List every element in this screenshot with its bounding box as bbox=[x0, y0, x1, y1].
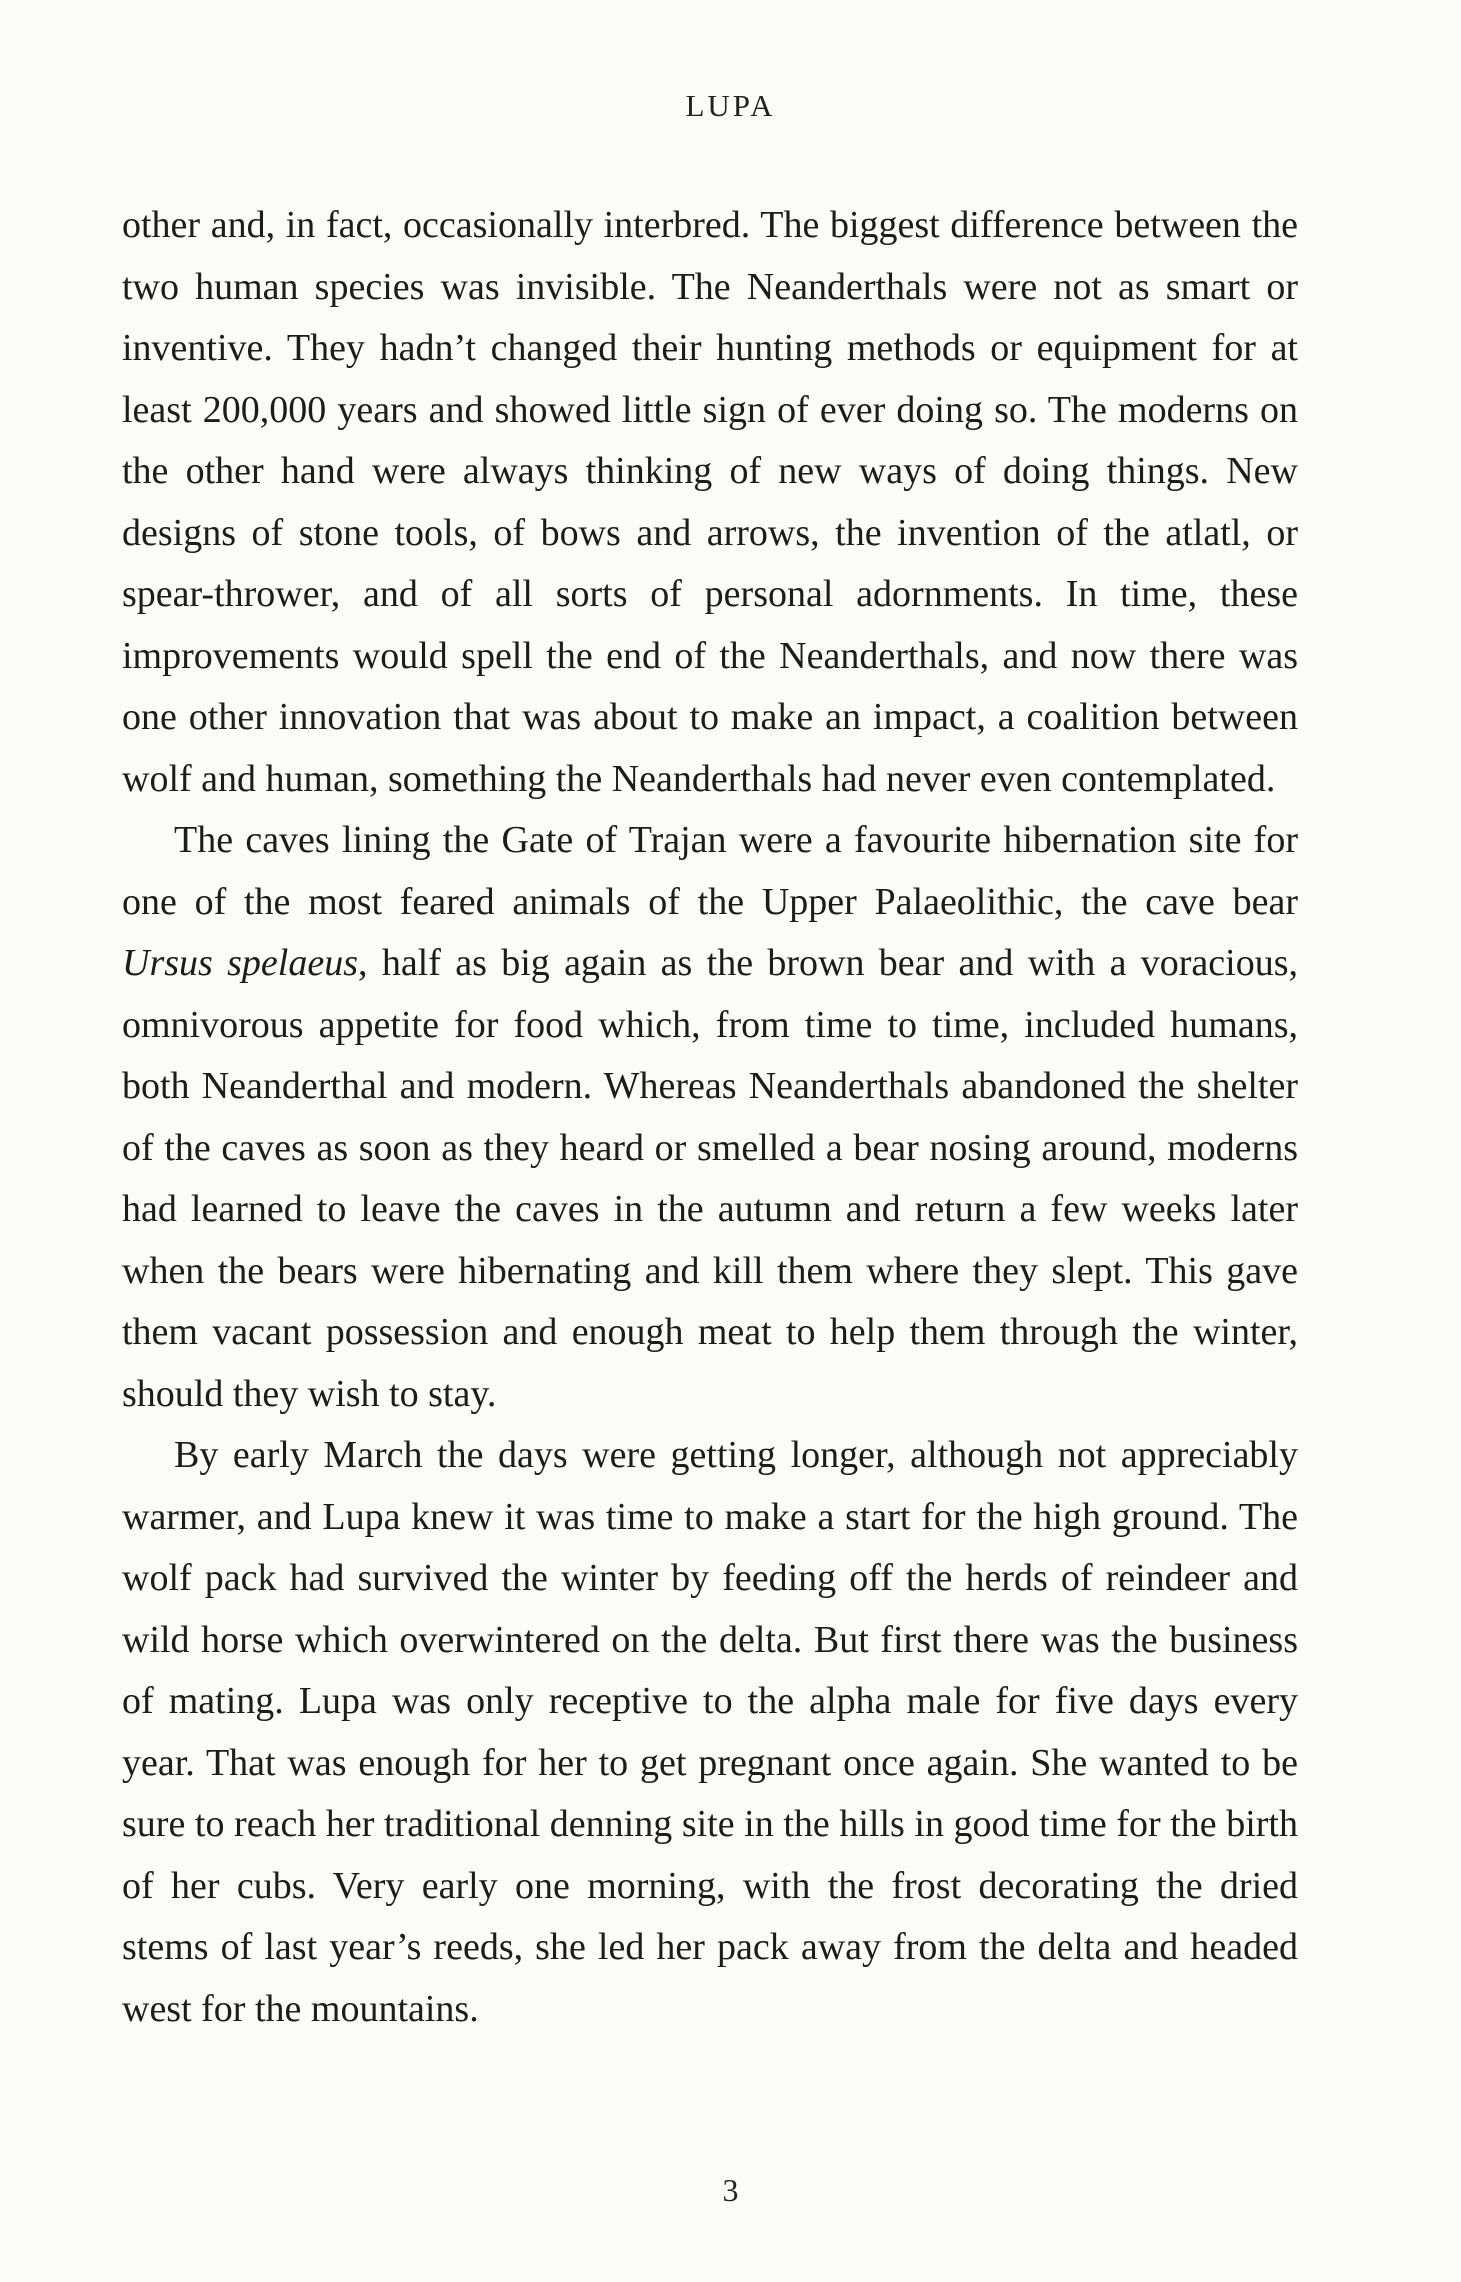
species-name-italic: Ursus spelaeus bbox=[122, 942, 358, 984]
body-text bbox=[122, 195, 1298, 2040]
running-head-title: LUPA bbox=[685, 88, 776, 123]
paragraph-2-start: The caves lining the Gate of Trajan were a favourite hibernation site for one of the most feared animals of the Upper Palaeolithic, the cave bear bbox=[122, 819, 1298, 923]
paragraph-3: By early March the days were getting longer, although not appreciably warmer, and Lupa knew it was time to make a start for the high ground. The wolf pack had survived the winter by feeding off the herds of reindeer and wild horse which overwintered on the delta. But first there was the business of mating. Lupa was only receptive to the alpha male for five days every year. That was enough for her to get pregnant once again. She wanted to be sure to reach her traditional denning site in the hills in good time for the birth of her cubs. Very early one morning, with the frost decorating the dried stems of last year’s reeds, she led her pack away from the delta and headed west for the mountains. bbox=[122, 1434, 1298, 2030]
paragraph-1: other and, in fact, occasionally interbred. The biggest difference between the two human species was invisible. The Neanderthals were not as smart or inventive. They hadn’t changed their hunting methods or equipment for at least 200,000 years and showed little sign of ever doing so. The moderns on the other hand were always thinking of new ways of doing things. New designs of stone tools, of bows and arrows, the invention of the atlatl, or spear-thrower, and of all sorts of personal adornments. In time, these improvements would spell the end of the Neanderthals, and now there was one other innovation that was about to make an impact, a coalition between wolf and human, something the Neanderthals had never even contemplated. bbox=[122, 204, 1298, 800]
paragraph-2-end: , half as big again as the brown bear and with a voracious, omnivorous appetite for food which, from time to time, included humans, both Neanderthal and modern. Whereas Neanderthals abandoned the shelter of the caves as soon as they heard or smelled a bear nosing around, moderns had learned to leave the caves in the autumn and return a few weeks later when the bears were hibernating and kill them where they slept. This gave them vacant possession and enough meat to help them through the winter, should they wish to stay. bbox=[122, 942, 1298, 1415]
page-number: 3 bbox=[722, 2172, 739, 2208]
paragraph-2 bbox=[122, 810, 1298, 1425]
